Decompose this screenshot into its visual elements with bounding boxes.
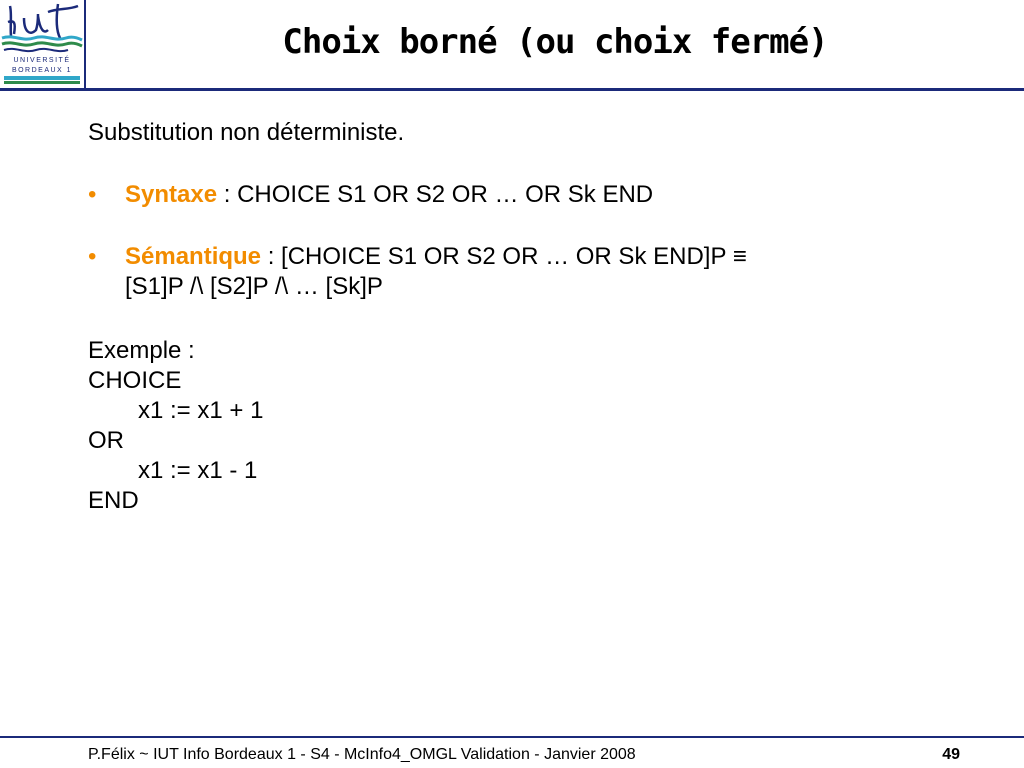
page-number: 49 <box>942 746 960 763</box>
iut-logo-graphic <box>0 0 84 88</box>
code-line: x1 := x1 - 1 <box>138 457 258 484</box>
code-line: CHOICE <box>88 367 182 394</box>
iut-logo <box>0 0 86 88</box>
bullet-continuation: [S1]P /\ [S2]P /\ … [Sk]P <box>125 273 383 300</box>
example-block <box>88 336 988 516</box>
bullet-keyword: Sémantique <box>125 243 262 270</box>
code-line: END <box>88 487 139 514</box>
code-line: x1 := x1 + 1 <box>138 397 264 424</box>
bullet-keyword: Syntaxe <box>125 181 218 208</box>
intro-text: Substitution non déterministe. <box>88 119 405 146</box>
bullet-semantique <box>88 242 988 302</box>
example-label: Exemple : <box>88 337 195 364</box>
bullet-marker: • <box>88 181 97 208</box>
header-divider <box>0 88 1024 91</box>
logo-text-bottom: BORDEAUX 1 <box>11 67 73 74</box>
code-line: OR <box>88 427 124 454</box>
slide-title: Choix borné (ou choix fermé) <box>282 22 828 62</box>
bullet-text: : [CHOICE S1 OR S2 OR … OR Sk END]P ≡ <box>261 243 747 270</box>
slide-body <box>88 118 988 516</box>
bullet-text: : CHOICE S1 OR S2 OR … OR Sk END <box>217 181 654 208</box>
bullet-syntaxe <box>88 180 988 210</box>
footer-text: P.Félix ~ IUT Info Bordeaux 1 - S4 - McInfo4_OMGL Validation - Janvier 2008 <box>88 746 636 763</box>
logo-text-top: UNIVERSITÉ <box>13 57 71 64</box>
footer-divider <box>0 736 1024 738</box>
bullet-marker: • <box>88 243 97 270</box>
